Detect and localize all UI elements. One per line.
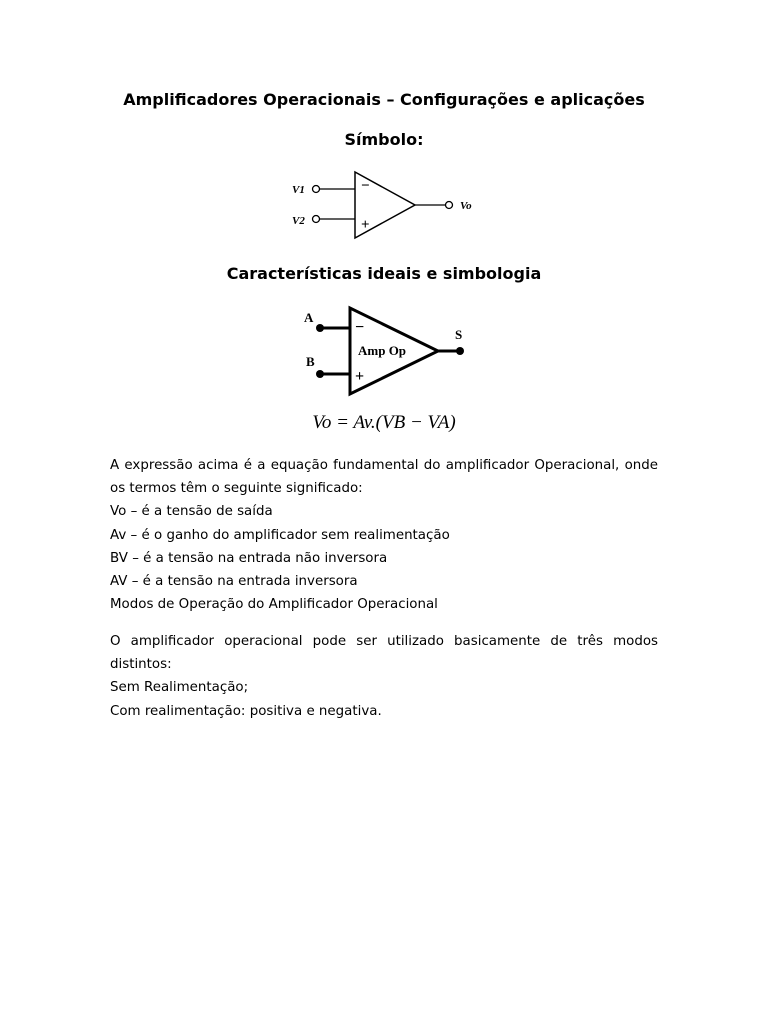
symbol-heading: Símbolo: — [344, 130, 424, 149]
input-v1-terminal — [313, 186, 320, 193]
output-terminal — [446, 202, 453, 209]
definition-vo: Vo – é a tensão de saída — [110, 504, 273, 520]
amp-noninverting-sign: + — [355, 368, 365, 385]
input-v1-label: V1 — [292, 184, 305, 196]
operation-modes-heading: Modos de Operação do Amplificador Operacional — [110, 597, 438, 613]
output-s-node — [456, 347, 464, 355]
output-vo-label: Vo — [460, 200, 472, 212]
amp-inverting-sign: − — [355, 319, 365, 336]
definition-bv: BV – é a tensão na entrada não inversora — [110, 550, 388, 566]
noninverting-sign: + — [361, 217, 370, 233]
opamp-symbol-diagram — [286, 166, 486, 244]
definition-av: Av – é o ganho do amplificador sem realimentação — [110, 527, 450, 543]
amp-op-diagram — [300, 302, 480, 404]
input-a-label: A — [304, 310, 314, 325]
definition-av-input: AV – é a tensão na entrada inversora — [110, 574, 358, 590]
modes-block — [110, 630, 658, 723]
equation-explanation: A expressão acima é a equação fundamental do amplificador Operacional, onde os termos têm o seguinte significado: — [110, 458, 658, 497]
characteristics-heading: Características ideais e simbologia — [226, 264, 542, 283]
document-title: Amplificadores Operacionais – Configurações e aplicações — [123, 90, 645, 109]
fundamental-equation: Vo = Av.(VB − VA) — [312, 412, 456, 433]
output-s-label: S — [455, 327, 463, 342]
amp-op-label: Amp Op — [358, 343, 407, 358]
mode-no-feedback: Sem Realimentação; — [110, 680, 249, 696]
input-b-label: B — [306, 354, 315, 369]
inverting-sign: − — [361, 178, 370, 194]
definitions-block — [110, 454, 658, 616]
input-v2-label: V2 — [292, 215, 305, 227]
mode-with-feedback: Com realimentação: positiva e negativa. — [110, 703, 382, 719]
modes-intro: O amplificador operacional pode ser utilizado basicamente de três modos distintos: — [110, 634, 658, 673]
input-v2-terminal — [313, 216, 320, 223]
